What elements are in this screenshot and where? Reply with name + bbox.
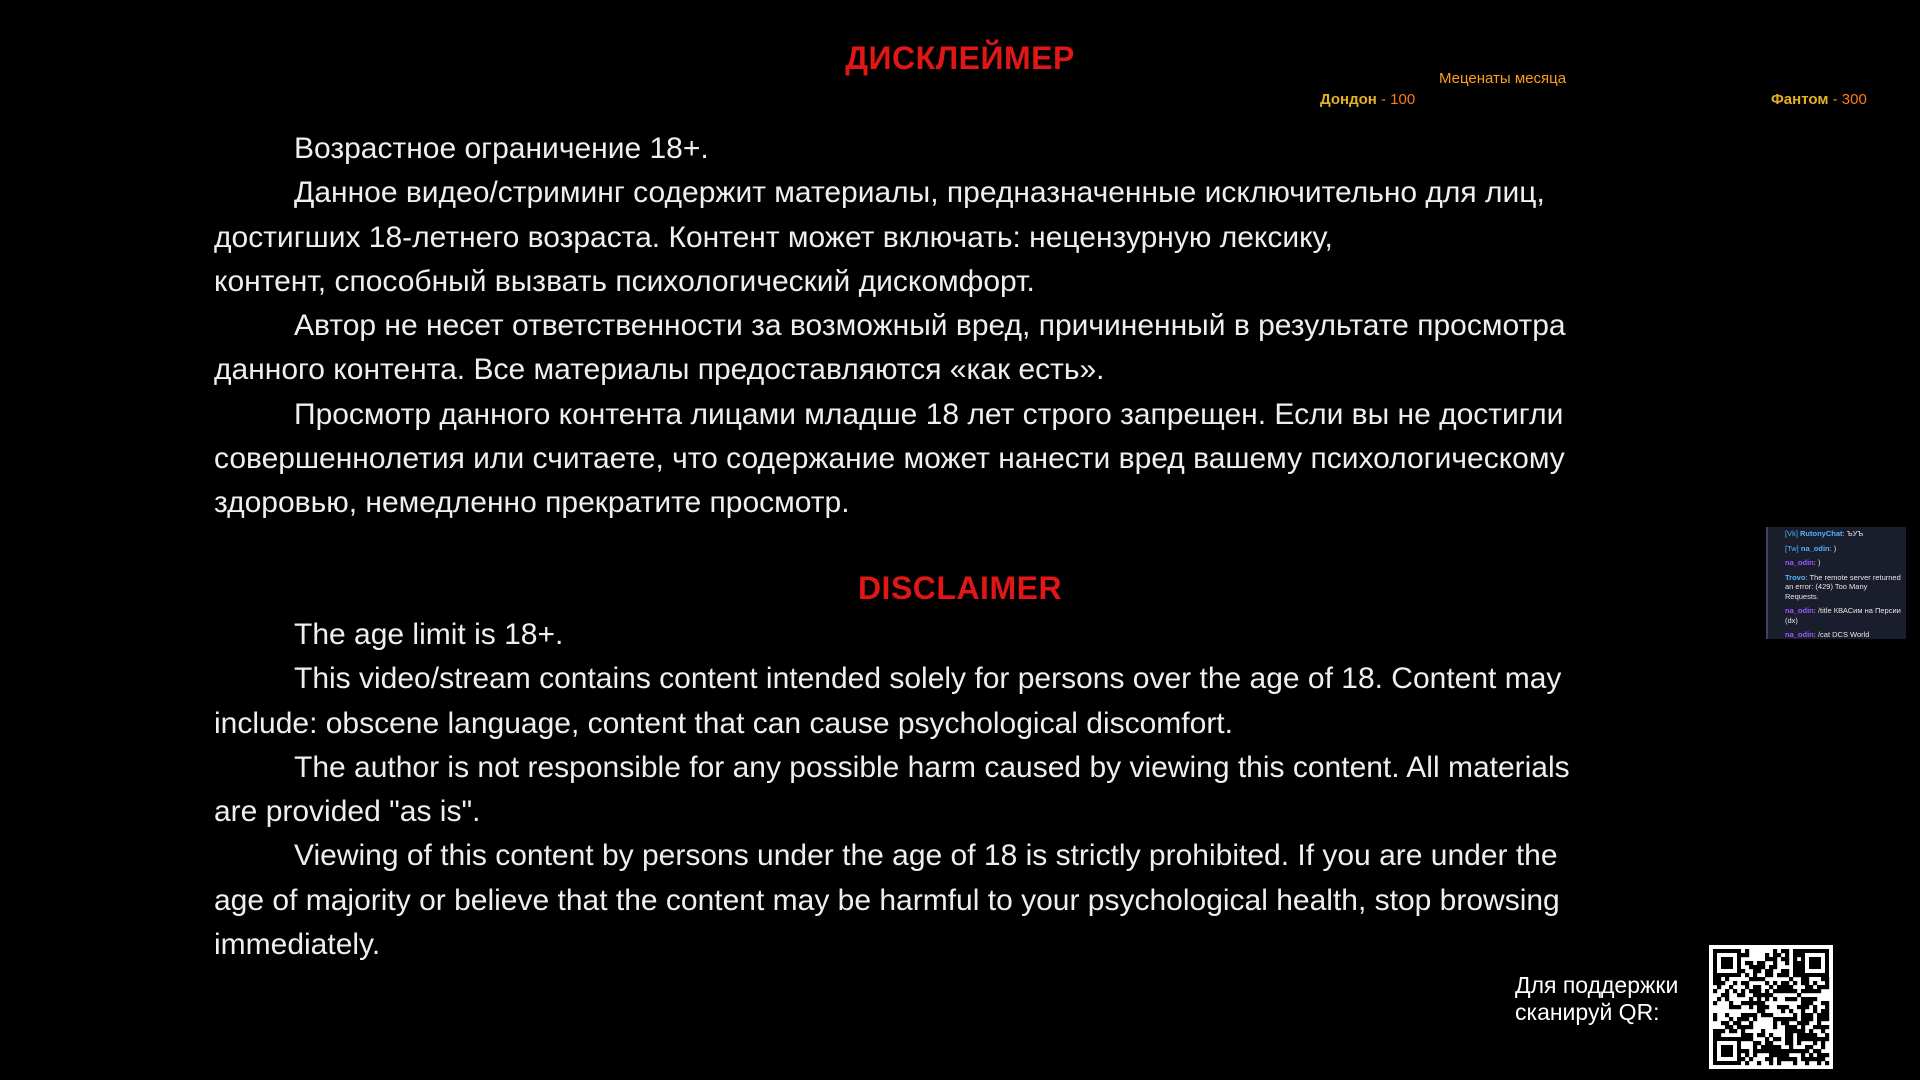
disclaimer-en-line: This video/stream contains content intended solely for persons over the age of 18. Content may (294, 662, 1562, 696)
disclaimer-en-line: The author is not responsible for any possible harm caused by viewing this content. All materials (294, 750, 1570, 784)
support-caption (1515, 972, 1678, 1026)
support-line: сканируй QR: (1515, 999, 1660, 1025)
chat-text: ЪУЪ (1846, 529, 1864, 538)
disclaimer-ru-line: Данное видео/стриминг содержит материалы, предназначенные исключительно для лиц, (294, 176, 1545, 210)
patron-amount: - 300 (1832, 91, 1867, 108)
disclaimer-ru-line: Просмотр данного контента лицами младше 18 лет строго запрещен. Если вы не достигли (294, 397, 1564, 431)
chat-user: Trovo (1785, 572, 1806, 582)
chat-text: /title КВАСим на Персии (dx) (1785, 606, 1901, 625)
chat-user: na_odin (1785, 630, 1814, 639)
disclaimer-ru-line: Автор не несет ответственности за возможный вред, причиненный в результате просмотра (294, 309, 1566, 343)
chat-overlay (1766, 527, 1906, 639)
disclaimer-en-line: immediately. (214, 928, 381, 962)
chat-user: na_odin (1785, 606, 1814, 615)
chat-text: ) (1817, 558, 1821, 567)
disclaimer-en-line: include: obscene language, content that can cause psychological discomfort. (214, 706, 1233, 740)
patron-name: Фантом (1771, 91, 1829, 108)
disclaimer-en-body (214, 613, 1704, 967)
disclaimer-ru-line: здоровью, немедленно прекратите просмотр. (214, 486, 850, 520)
chat-message: na_odin: ) (1785, 558, 1821, 567)
chat-message: na_odin: /title КВАСим на Персии (dx) (1785, 606, 1901, 625)
patron-entry (1320, 91, 1415, 108)
disclaimer-en-line: are provided "as is". (214, 795, 481, 829)
chat-message: Trovo: The remote server returned an error: (429) Too Many Requests. (1785, 572, 1901, 601)
chat-message: [Tw] na_odin: ) (1785, 543, 1837, 553)
chat-platform: [Vk] (1785, 529, 1798, 538)
disclaimer-en-line: age of majority or believe that the content may be harmful to your psychological health, stop browsing (214, 883, 1560, 917)
chat-user: na_odin (1785, 558, 1814, 567)
patron-name: Дондон (1320, 91, 1377, 108)
disclaimer-ru-line: Возрастное ограничение 18+. (294, 132, 709, 165)
chat-platform: [Tw] (1785, 543, 1799, 553)
disclaimer-ru-title: ДИСКЛЕЙМЕР (845, 40, 1075, 76)
chat-text: /cat DCS World (1817, 630, 1870, 639)
disclaimer-en-line: Viewing of this content by persons under the age of 18 is strictly prohibited. If you are under the (294, 839, 1558, 873)
chat-text: ) (1833, 543, 1837, 553)
qr-code[interactable] (1709, 945, 1833, 1069)
disclaimer-en-title: DISCLAIMER (857, 570, 1063, 606)
support-line: Для поддержки (1515, 972, 1679, 998)
disclaimer-ru-line: совершеннолетия или считаете, что содержание может нанести вред вашему психологическому (214, 442, 1565, 476)
patron-entry (1771, 91, 1867, 108)
chat-message: na_odin: /cat DCS World (1785, 630, 1870, 639)
chat-user: na_odin (1800, 543, 1830, 553)
qr-code-image (1709, 945, 1833, 1069)
disclaimer-ru-body (214, 127, 1704, 526)
chat-user: RutonyChat (1800, 529, 1843, 538)
disclaimer-ru-line: данного контента. Все материалы предоставляются «как есть». (214, 353, 1105, 387)
patrons-title: Меценаты месяца (1438, 70, 1567, 87)
disclaimer-ru-line: контент, способный вызвать психологический дискомфорт. (214, 264, 1035, 298)
disclaimer-en-line: The age limit is 18+. (294, 618, 564, 651)
disclaimer-ru-line: достигших 18-летнего возраста. Контент может включать: нецензурную лексику, (214, 220, 1333, 254)
chat-text: The remote server returned an error: (429) Too Many Requests. (1785, 572, 1901, 601)
patron-amount: - 100 (1381, 91, 1416, 108)
chat-message: [Vk] RutonyChat: ЪУЪ (1785, 529, 1864, 538)
